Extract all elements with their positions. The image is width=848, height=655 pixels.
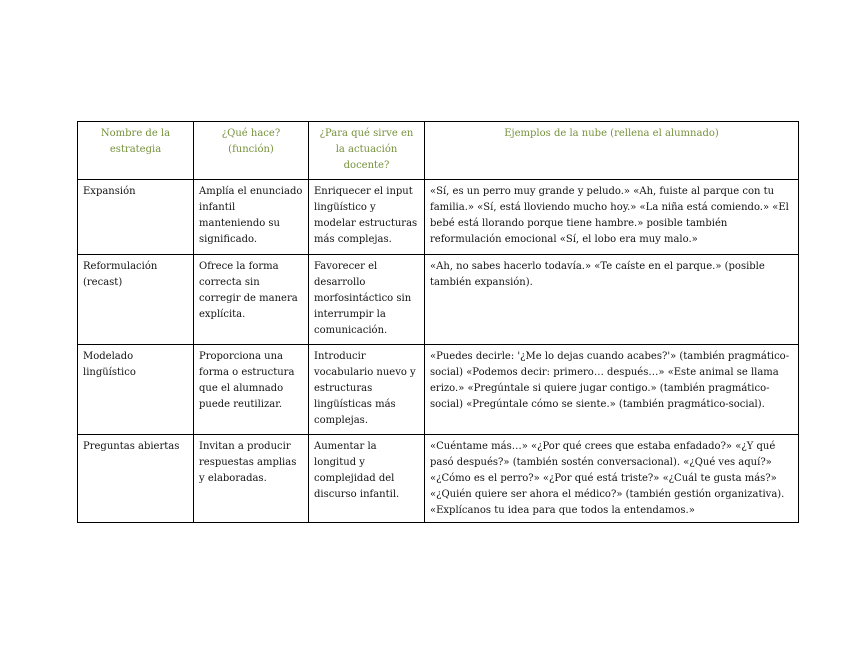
cell-function: Ofrece la forma correcta sin corregir de manera explícita. (194, 255, 309, 345)
cell-purpose: Introducir vocabulario nuevo y estructuras lingüísticas más complejas. (309, 345, 425, 435)
cell-strategy-name: Preguntas abiertas (78, 435, 194, 523)
header-examples: Ejemplos de la nube (rellena el alumnado) (425, 122, 799, 180)
cell-examples: «Puedes decirle: '¿Me lo dejas cuando acabes?'» (también pragmático-social) «Podemos decir: primero… después…» «Este animal se llama erizo.» «Pregúntale si quiere jugar contigo.» (también pragmático-social) «Pregúntale cómo se siente.» (también pragmático-social). (425, 345, 799, 435)
header-strategy-name: Nombre de la estrategia (78, 122, 194, 180)
cell-purpose: Enriquecer el input lingüístico y modelar estructuras más complejas. (309, 180, 425, 255)
table-header-row (78, 122, 799, 180)
cell-strategy-name: Reformulación (recast) (78, 255, 194, 345)
cell-function: Invitan a producir respuestas amplias y elaboradas. (194, 435, 309, 523)
cell-purpose: Favorecer el desarrollo morfosintáctico sin interrumpir la comunicación. (309, 255, 425, 345)
cell-function: Proporciona una forma o estructura que el alumnado puede reutilizar. (194, 345, 309, 435)
table-row (78, 435, 799, 523)
cell-examples: «Ah, no sabes hacerlo todavía.» «Te caíste en el parque.» (posible también expansión). (425, 255, 799, 345)
strategy-table (77, 121, 799, 523)
cell-strategy-name: Expansión (78, 180, 194, 255)
table-row (78, 180, 799, 255)
table-row (78, 345, 799, 435)
cell-purpose: Aumentar la longitud y complejidad del discurso infantil. (309, 435, 425, 523)
table-row (78, 255, 799, 345)
cell-function: Amplía el enunciado infantil manteniendo su significado. (194, 180, 309, 255)
cell-examples: «Cuéntame más…» «¿Por qué crees que estaba enfadado?» «¿Y qué pasó después?» (también sostén conversacional). «¿Qué ves aquí?» «¿Cómo es el perro?» «¿Por qué está triste?» «¿Cuál te gusta más?» «¿Quién quiere ser ahora el médico?» (también gestión organizativa). «Explícanos tu idea para que todos la entendamos.» (425, 435, 799, 523)
header-function: ¿Qué hace? (función) (194, 122, 309, 180)
header-purpose: ¿Para qué sirve en la actuación docente? (309, 122, 425, 180)
cell-examples: «Sí, es un perro muy grande y peludo.» «Ah, fuiste al parque con tu familia.» «Sí, está lloviendo mucho hoy.» «La niña está comiendo.» «El bebé está llorando porque tiene hambre.» posible también reformulación emocional «Sí, el lobo era muy malo.» (425, 180, 799, 255)
cell-strategy-name: Modelado lingüístico (78, 345, 194, 435)
